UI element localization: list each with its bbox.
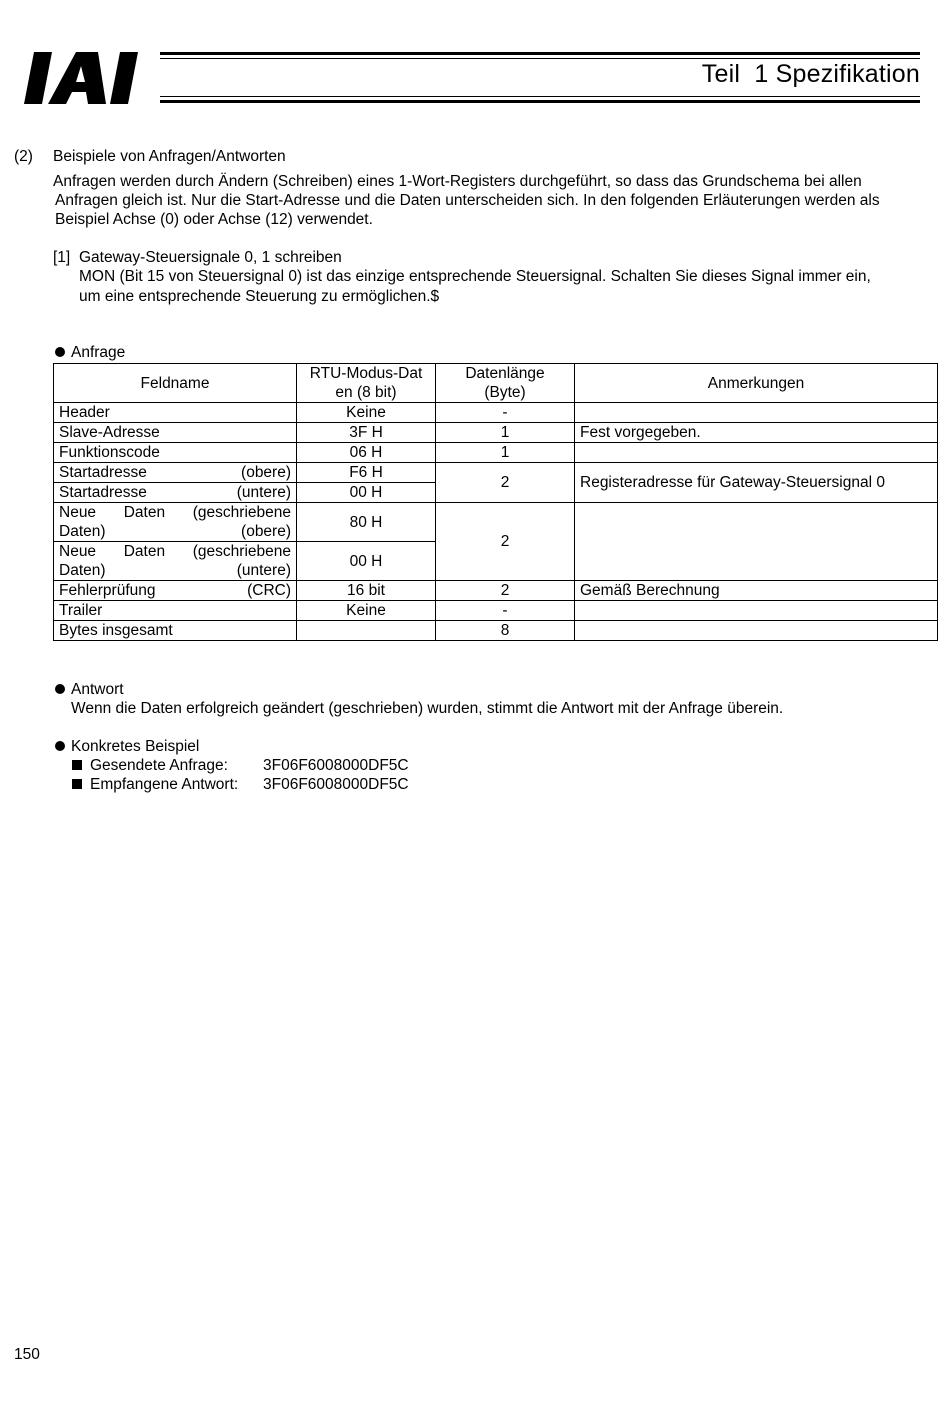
table-row — [54, 443, 938, 463]
received-response-row — [72, 775, 238, 795]
square-bullet-icon — [72, 760, 82, 770]
subsection-heading: Gateway-Steuersignale 0, 1 schreiben — [79, 249, 342, 266]
received-response-label: Empfangene Antwort: — [90, 776, 239, 793]
received-response-value: 3F06F6008000DF5C — [263, 776, 409, 793]
col-header-feldname: Feldname — [54, 364, 297, 403]
cell-name: Startadresse (obere) — [54, 463, 297, 483]
subsection-line-1: MON (Bit 15 von Steuersignal 0) ist das einzige entsprechende Steuersignal. Schalten Sie dieses Signal immer ein, — [79, 268, 871, 285]
table-row — [54, 601, 938, 621]
cell-remark — [575, 403, 938, 423]
section-number: (2) — [14, 148, 33, 165]
square-bullet-icon — [72, 779, 82, 789]
sent-request-row — [72, 756, 228, 776]
cell-rtu: 00 H — [297, 483, 436, 503]
cell-name: Startadresse (untere) — [54, 483, 297, 503]
table-row — [54, 463, 938, 483]
cell-length: 2 — [436, 463, 575, 503]
cell-name: Header — [54, 403, 297, 423]
cell-name: Bytes insgesamt — [54, 621, 297, 641]
cell-rtu: 16 bit — [297, 581, 436, 601]
header-rule-bottom — [160, 96, 920, 97]
cell-length: 8 — [436, 621, 575, 641]
cell-length: - — [436, 403, 575, 423]
cell-rtu: 06 H — [297, 443, 436, 463]
anfrage-label: Anfrage — [55, 343, 125, 363]
cell-remark — [575, 601, 938, 621]
anfrage-table — [53, 363, 938, 641]
cell-length: 1 — [436, 443, 575, 463]
table-row — [54, 621, 938, 641]
cell-rtu: 3F H — [297, 423, 436, 443]
header-rule-mid — [160, 58, 920, 59]
cell-name: Slave-Adresse — [54, 423, 297, 443]
cell-name: Neue Daten (geschriebene Daten) (obere) — [54, 503, 297, 542]
cell-length: 1 — [436, 423, 575, 443]
cell-name: Fehlerprüfung (CRC) — [54, 581, 297, 601]
col-header-remarks: Anmerkungen — [575, 364, 938, 403]
cell-name: Funktionscode — [54, 443, 297, 463]
subsection-line-2: um eine entsprechende Steuerung zu ermöglichen.$ — [79, 288, 440, 305]
cell-rtu: F6 H — [297, 463, 436, 483]
antwort-label: Antwort — [55, 680, 124, 700]
cell-length: 2 — [436, 503, 575, 581]
header-rule-base — [160, 100, 920, 103]
col-header-length: Datenlänge (Byte) — [436, 364, 575, 403]
header-rule-top — [160, 52, 920, 55]
table-row — [54, 423, 938, 443]
cell-name: Neue Daten (geschriebene Daten) (untere) — [54, 542, 297, 581]
subsection-number: [1] — [53, 249, 71, 266]
cell-remark — [575, 503, 938, 581]
intro-line-1: Anfragen werden durch Ändern (Schreiben) eines 1-Wort-Registers durchgeführt, so dass das Grundschema bei allen — [53, 173, 862, 190]
col-header-rtu: RTU-Modus-Dat en (8 bit) — [297, 364, 436, 403]
sent-request-value: 3F06F6008000DF5C — [263, 757, 409, 774]
cell-remark: Gemäß Berechnung — [575, 581, 938, 601]
cell-rtu: 00 H — [297, 542, 436, 581]
intro-line-2: Anfragen gleich ist. Nur die Start-Adresse und die Daten unterscheiden sich. In den folgenden Erläuterungen werden als — [55, 192, 880, 209]
page-number: 150 — [14, 1346, 40, 1363]
antwort-text: Wenn die Daten erfolgreich geändert (geschrieben) wurden, stimmt die Antwort mit der Anfrage überein. — [71, 700, 784, 717]
cell-length: - — [436, 601, 575, 621]
cell-length: 2 — [436, 581, 575, 601]
cell-rtu: 80 H — [297, 503, 436, 542]
cell-remark — [575, 621, 938, 641]
cell-name: Trailer — [54, 601, 297, 621]
page-title: Teil 1 Spezifikation — [701, 60, 920, 88]
table-row — [54, 581, 938, 601]
table-header-row — [54, 364, 938, 403]
iai-logo — [24, 50, 164, 106]
cell-rtu: Keine — [297, 601, 436, 621]
cell-remark: Registeradresse für Gateway-Steuersignal 0 — [575, 463, 938, 503]
cell-rtu: Keine — [297, 403, 436, 423]
beispiel-label: Konkretes Beispiel — [55, 737, 199, 757]
intro-line-3: Beispiel Achse (0) oder Achse (12) verwendet. — [55, 211, 373, 228]
table-row — [54, 503, 938, 542]
table-row — [54, 403, 938, 423]
section-heading: Beispiele von Anfragen/Antworten — [53, 148, 286, 165]
cell-remark — [575, 443, 938, 463]
cell-remark: Fest vorgegeben. — [575, 423, 938, 443]
cell-rtu — [297, 621, 436, 641]
sent-request-label: Gesendete Anfrage: — [90, 757, 228, 774]
